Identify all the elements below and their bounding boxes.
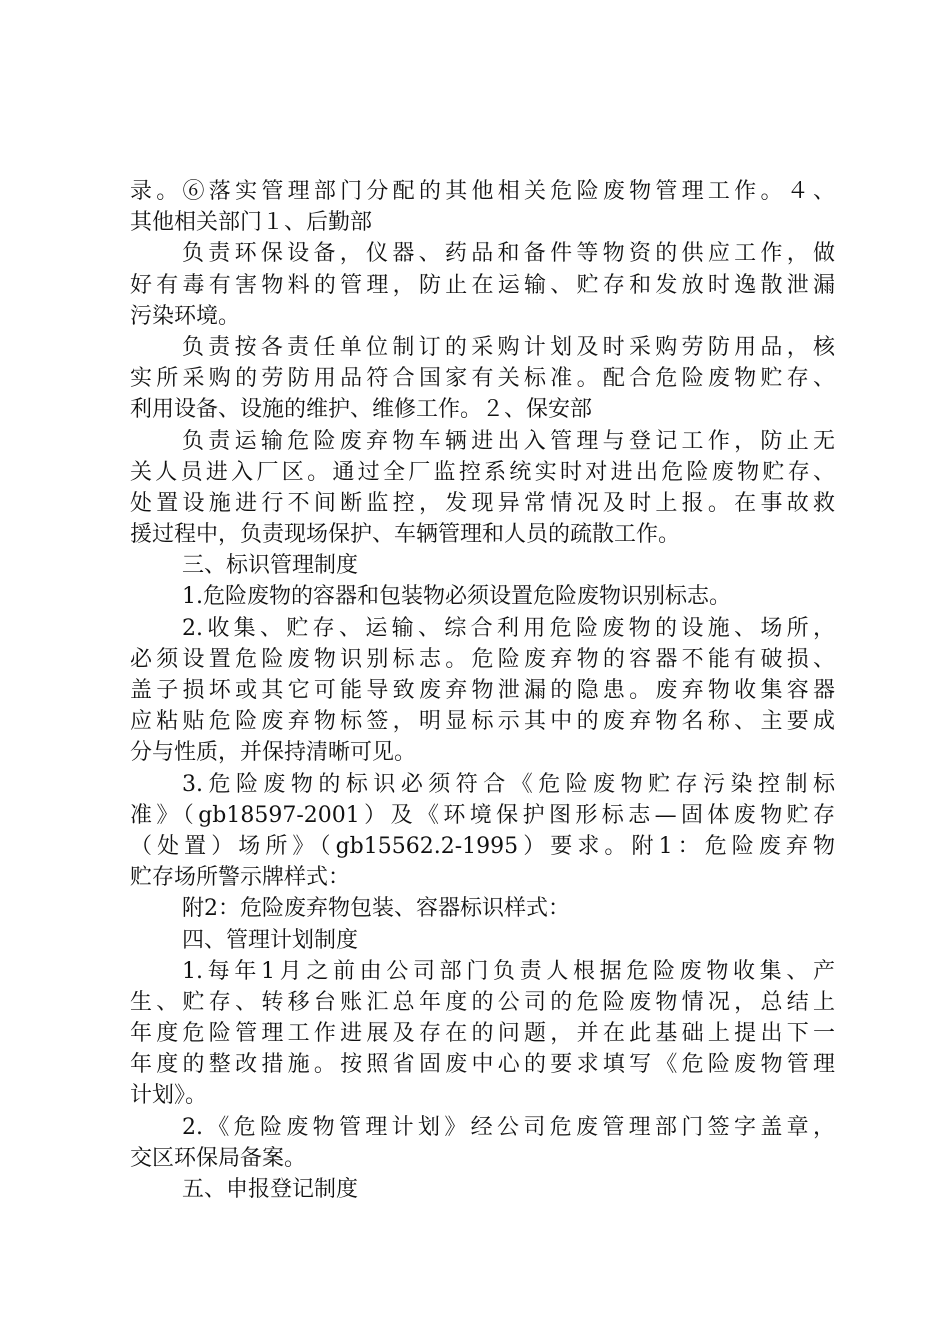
- text-line: 负责运输危险废弃物车辆进出入管理与登记工作，防止无: [182, 428, 835, 454]
- text-line: 生、贮存、转移台账汇总年度的公司的危险废物情况，总结上: [130, 989, 835, 1015]
- text-line: 关人员进入厂区。通过全厂监控系统实时对进出危险废物贮存、: [130, 459, 835, 485]
- text-line: 交区环保局备案。: [130, 1145, 307, 1171]
- text-line: 处置设施进行不间断监控，发现异常情况及时上报。在事故救: [130, 490, 835, 516]
- section-heading: 五、申报登记制度: [182, 1177, 359, 1202]
- text-line: 1.每年1月之前由公司部门负责人根据危险废物收集、产: [182, 958, 835, 984]
- text-line: 污染环境。: [130, 303, 241, 329]
- text-line: 实所采购的劳防用品符合国家有关标准。配合危险废物贮存、: [130, 366, 835, 392]
- section-heading: 四、管理计划制度: [182, 927, 359, 953]
- text-line: 年度危险管理工作进展及存在的问题，并在此基础上提出下一: [130, 1021, 835, 1047]
- text-line: 附2：危险废弃物包装、容器标识样式：: [182, 896, 570, 922]
- text-line: 准》（gb18597-2001）及《环境保护图形标志—固体废物贮存: [130, 802, 835, 828]
- text-line: 其他相关部门１、后勤部: [130, 210, 373, 236]
- text-line: 贮存场所警示牌样式：: [130, 865, 351, 891]
- text-line: 好有毒有害物料的管理，防止在运输、贮存和发放时逸散泄漏: [130, 272, 835, 298]
- text-line: 应粘贴危险废弃物标签，明显标示其中的废弃物名称、主要成: [130, 709, 835, 735]
- section-heading: 三、标识管理制度: [182, 553, 359, 579]
- text-line: 1.危险废物的容器和包装物必须设置危险废物识别标志。: [182, 584, 731, 610]
- text-line: 分与性质，并保持清晰可见。: [130, 740, 417, 766]
- text-line: 3.危险废物的标识必须符合《危险废物贮存污染控制标: [182, 771, 835, 797]
- text-line: 盖子损坏或其它可能导致废弃物泄漏的隐患。废弃物收集容器: [130, 678, 835, 703]
- text-line: 2.收集、贮存、运输、综合利用危险废物的设施、场所，: [182, 615, 835, 641]
- document-page: [130, 176, 835, 1205]
- text-line: （处置）场所》（gb15562.2-1995）要求。附1：危险废弃物: [130, 833, 835, 859]
- text-line: 录。⑥落实管理部门分配的其他相关危险废物管理工作。４、: [130, 179, 835, 204]
- text-line: 利用设备、设施的维护、维修工作。２、保安部: [130, 397, 593, 423]
- text-line: 援过程中，负责现场保护、车辆管理和人员的疏散工作。: [130, 522, 681, 548]
- text-line: 年度的整改措施。按照省固废中心的要求填写《危险废物管理: [130, 1052, 835, 1078]
- text-line: 必须设置危险废物识别标志。危险废弃物的容器不能有破损、: [130, 646, 835, 672]
- text-line: 计划》。: [130, 1083, 208, 1109]
- text-line: 负责按各责任单位制订的采购计划及时采购劳防用品，核: [182, 334, 835, 360]
- text-line: 2.《危险废物管理计划》经公司危废管理部门签字盖章，: [182, 1114, 835, 1140]
- text-line: 负责环保设备，仪器、药品和备件等物资的供应工作，做: [182, 241, 835, 267]
